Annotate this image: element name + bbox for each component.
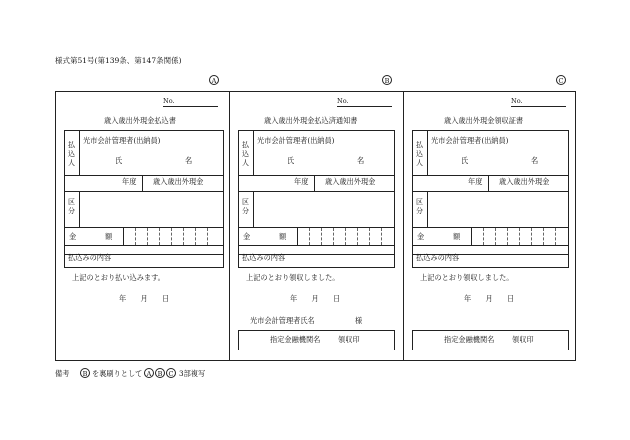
panel-b-payer-label: 払込人 (242, 141, 249, 167)
panel-b-statement: 上記のとおり領収しました。 (246, 273, 340, 282)
panel-b-year-value: 歳入歳出外現金 (325, 177, 376, 186)
panel-a-title: 歳入歳出外現金払込書 (104, 116, 176, 125)
panel-a-name-label-1: 氏 (115, 156, 123, 165)
panel-c-payer-role: 光市会計管理者(出納員) (431, 136, 509, 145)
panel-b-signer: 光市会計管理者氏名 (250, 316, 315, 325)
panel-b-amount-label-1: 金 (243, 232, 251, 241)
footer-note-text: を裏刷りとして (92, 369, 143, 378)
panel-c-bank-label: 指定金融機関名 (444, 335, 495, 344)
panel-a-no-underline (163, 106, 218, 107)
panel-c-year-value: 歳入歳出外現金 (499, 177, 550, 186)
panel-a-year-value: 歳入歳出外現金 (153, 177, 204, 186)
panel-a-category-label: 区分 (68, 198, 75, 215)
panel-c-payer-label: 払込人 (416, 141, 423, 167)
panel-a-no-label: No. (163, 97, 175, 105)
panel-c-statement: 上記のとおり領収しました。 (420, 273, 514, 282)
panel-a-amount-label-1: 金 (69, 232, 77, 241)
panel-b-form-table (238, 130, 395, 255)
panel-b-date: 年 月 日 (290, 294, 341, 303)
panel-a-year-label: 年度 (122, 177, 137, 186)
panel-c-name-label-1: 氏 (461, 156, 469, 165)
panel-a-amount-label-2: 額 (105, 232, 113, 241)
panel-b-year-label: 年度 (294, 177, 309, 186)
panel-c-no-label: No. (511, 97, 523, 105)
panel-a-payer-label: 払込人 (68, 141, 75, 167)
panel-a-payment-slip (55, 91, 230, 361)
panel-a-date: 年 月 日 (119, 294, 170, 303)
panel-a-statement: 上記のとおり払い込みます。 (72, 273, 165, 282)
footer-circle-b2: B (155, 368, 165, 378)
footer-note-label: 備考 (55, 369, 70, 378)
panel-c-stamp-label: 領収印 (512, 335, 534, 344)
panel-b-payment-notice (229, 91, 404, 361)
footer-circle-b: B (80, 368, 90, 378)
panel-b-name-label-2: 名 (357, 156, 365, 165)
panel-b-signer-suffix: 様 (355, 316, 363, 325)
panel-a-name-label-2: 名 (185, 156, 193, 165)
panel-b-no-label: No. (337, 97, 349, 105)
panel-b-letter: B (382, 75, 392, 85)
panel-b-bank-label: 指定金融機関名 (270, 335, 321, 344)
panel-c-content-label: 払込みの内容 (416, 253, 460, 262)
footer-circle-c: C (166, 368, 176, 378)
panel-b-content-label: 払込みの内容 (242, 253, 286, 262)
panel-c-name-label-2: 名 (531, 156, 539, 165)
panel-c-category-label: 区分 (416, 198, 423, 215)
panel-b-name-label-1: 氏 (287, 156, 295, 165)
panel-c-date: 年 月 日 (464, 294, 515, 303)
panel-b-amount-label-2: 額 (279, 232, 287, 241)
footer-note-suffix: 3部複写 (179, 369, 206, 378)
form-number-header: 様式第51号(第139条、第147条関係) (55, 56, 182, 65)
panel-a-payer-role: 光市会計管理者(出納員) (83, 136, 161, 145)
footer-circle-a: A (144, 368, 154, 378)
panel-c-title: 歳入歳出外現金領収証書 (444, 116, 524, 125)
panel-c-year-label: 年度 (468, 177, 483, 186)
panel-c-letter: C (556, 75, 566, 85)
panel-a-content-label: 払込みの内容 (68, 253, 112, 262)
panel-c-amount-label-1: 金 (417, 232, 425, 241)
panel-b-title: 歳入歳出外現金払込済通知書 (264, 116, 358, 125)
panel-c-amount-label-2: 額 (453, 232, 461, 241)
panel-b-stamp-label: 領収印 (338, 335, 360, 344)
panel-b-payer-role: 光市会計管理者(出納員) (257, 136, 335, 145)
panel-c-receipt (403, 91, 576, 361)
panel-b-category-label: 区分 (242, 198, 249, 215)
panel-a-form-table (64, 130, 224, 255)
panel-a-letter: A (209, 75, 219, 85)
panel-c-form-table (412, 130, 569, 255)
